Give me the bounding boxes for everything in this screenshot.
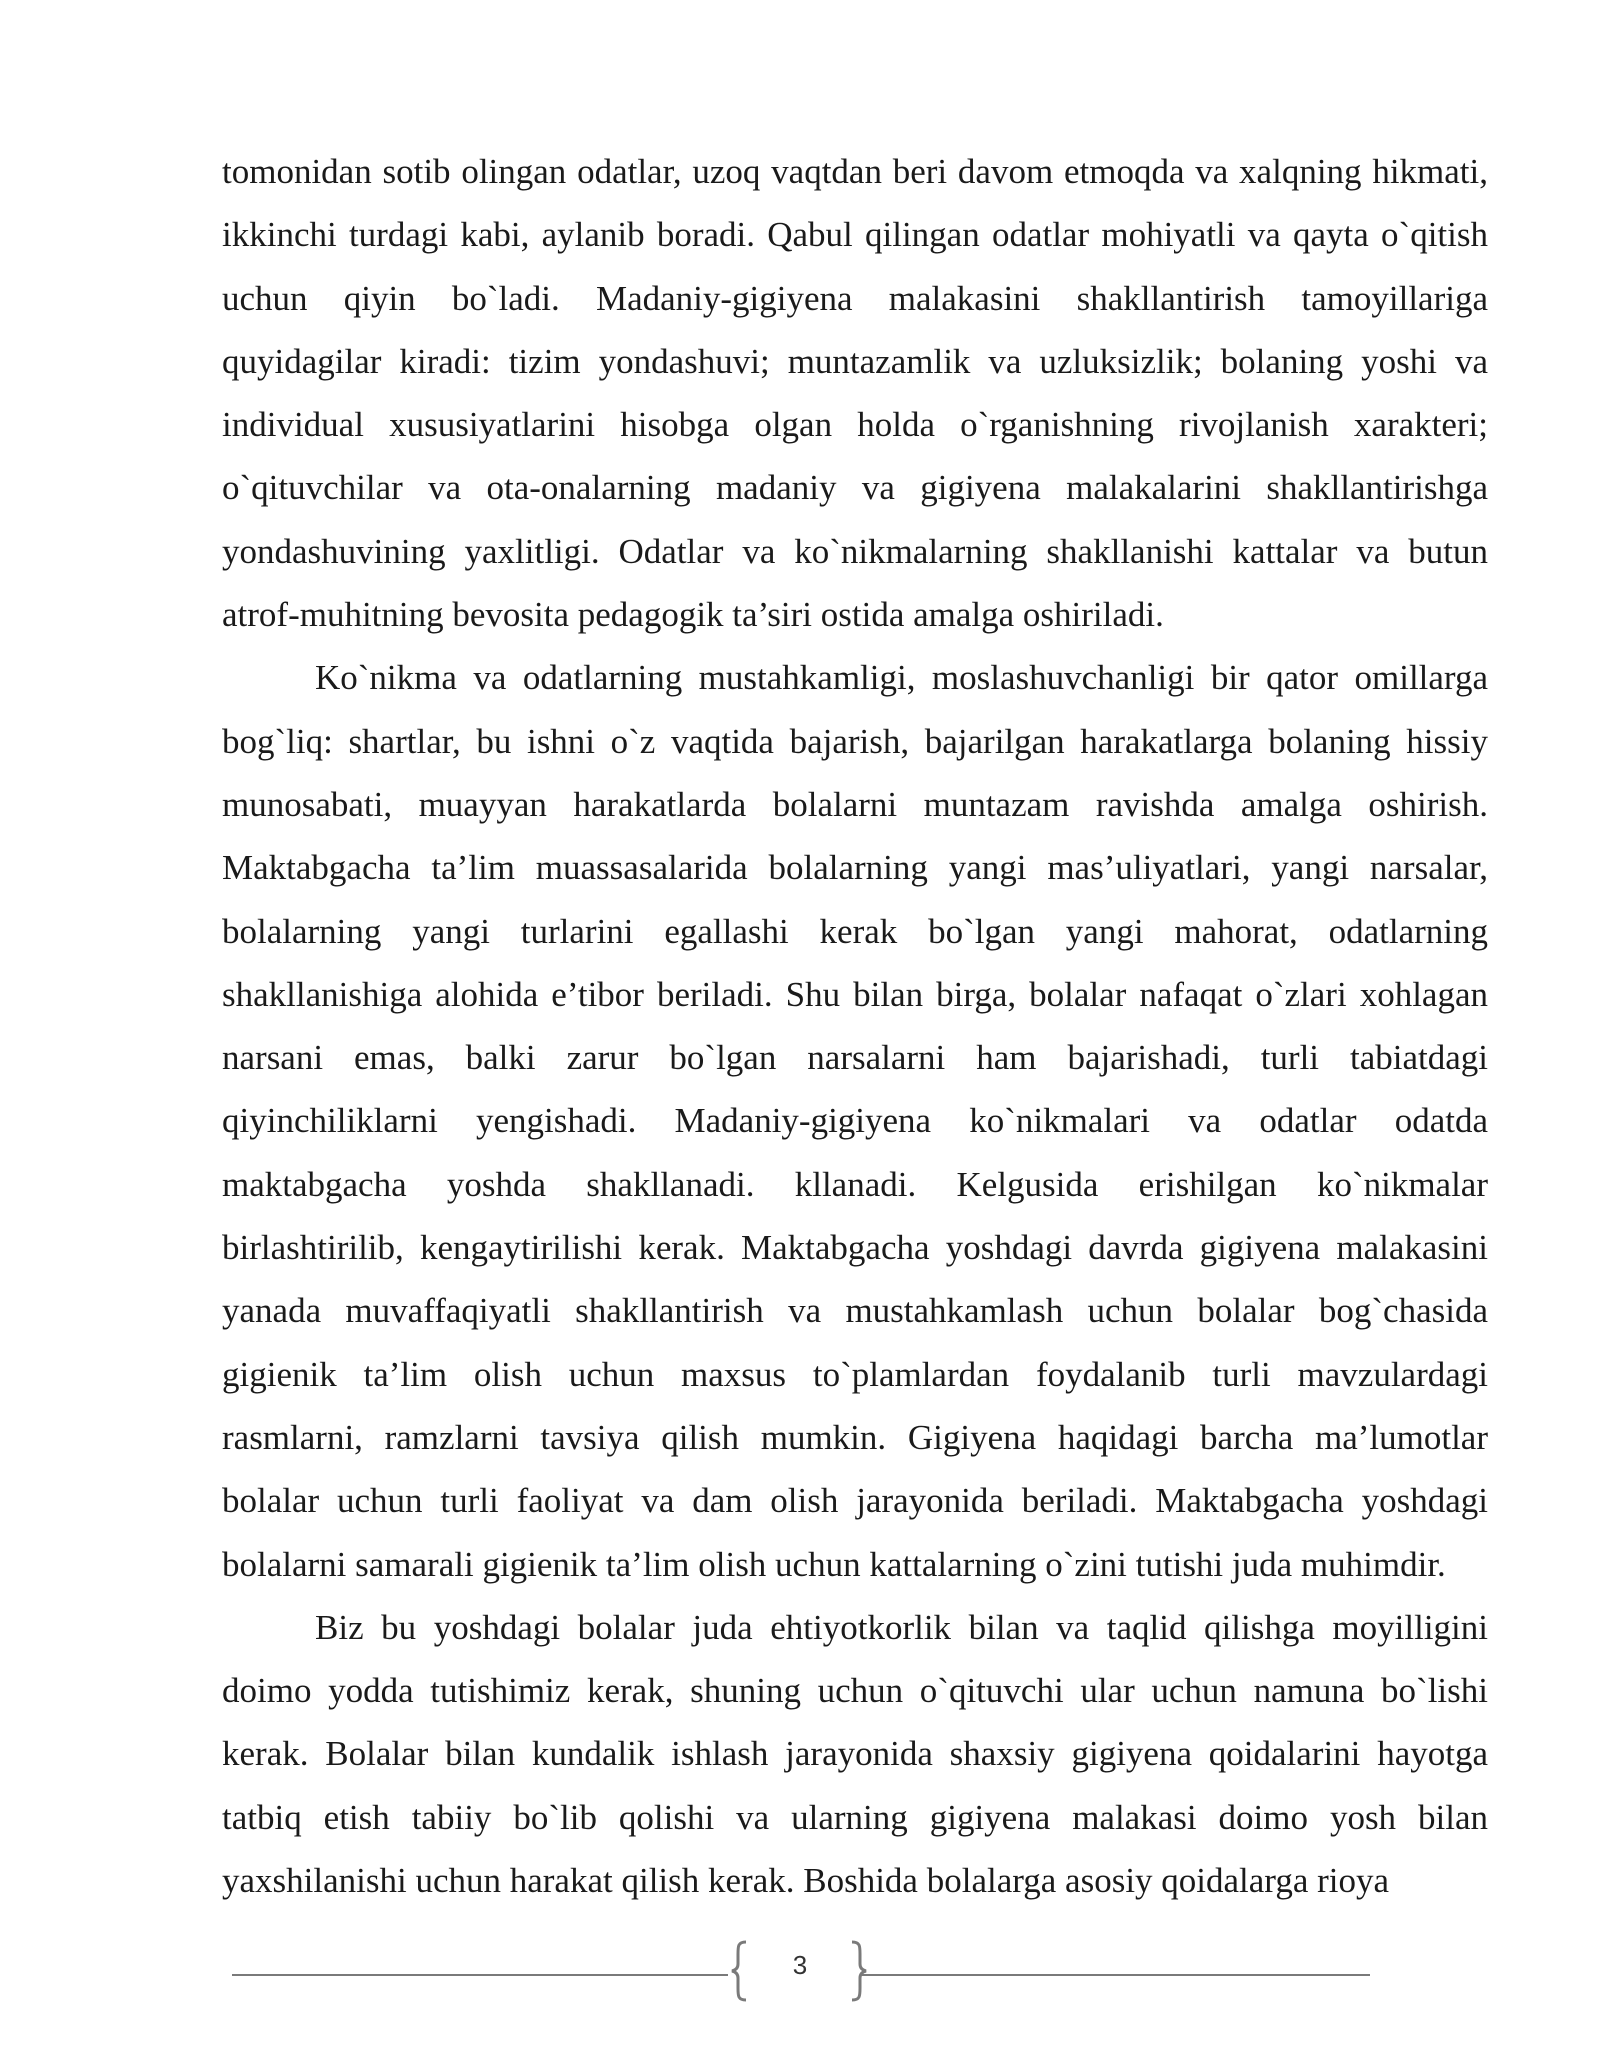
left-bracket-ornament <box>728 1940 752 2002</box>
right-bracket-ornament <box>846 1940 870 2002</box>
footer-rule-right <box>862 1974 1370 1976</box>
page-footer <box>0 1940 1600 2010</box>
footer-rule-left <box>232 1974 728 1976</box>
body-text <box>222 140 1488 1912</box>
paragraph-continuation: tomonidan sotib olingan odatlar, uzoq vaqtdan beri davom etmoqda va xalqning hikmati, ikkinchi turdagi kabi, aylanib boradi. Qabul qilingan odatlar mohiyatli va qayta o`qitish uchun qiyin bo`ladi. Madaniy-gigiyena malakasini shakllantirish tamoyillariga quyidagilar kiradi: tizim yondashuvi; muntazamlik va uzluksizlik; bolaning yoshi va individual xususiyatlarini hisobga olgan holda o`rganishning rivojlanish xarakteri; o`qituvchilar va ota-onalarning madaniy va gigiyena malakalarini shakllantirishga yondashuvining yaxlitligi. Odatlar va ko`nikmalarning shakllanishi kattalar va butun atrof-muhitning bevosita pedagogik ta’siri ostida amalga oshiriladi. <box>222 152 1488 635</box>
paragraph-imitation: Biz bu yoshdagi bolalar juda ehtiyotkorlik bilan va taqlid qilishga moyilligini doimo yodda tutishimiz kerak, shuning uchun o`qituvchi ular uchun namuna bo`lishi kerak. Bolalar bilan kundalik ishlash jarayonida shaxsiy gigiyena qoidalarini hayotga tatbiq etish tabiiy bo`lib qolishi va ularning gigiyena malakasi doimo yosh bilan yaxshilanishi uchun harakat qilish kerak. Boshida bolalarga asosiy qoidalarga rioya <box>222 1607 1488 1901</box>
page-number: 3 <box>792 1950 808 1980</box>
paragraph-skills-habits: Ko`nikma va odatlarning mustahkamligi, moslashuvchanligi bir qator omillarga bog`liq: shartlar, bu ishni o`z vaqtida bajarish, bajarilgan harakatlarga bolaning hissiy munosabati, muayyan harakatlarda bolalarni muntazam ravishda amalga oshirish. Maktabgacha ta’lim muassasalarida bolalarning yangi mas’uliyatlari, yangi narsalar, bolalarning yangi turlarini egallashi kerak bo`lgan yangi mahorat, odatlarning shakllanishiga alohida e’tibor beriladi. Shu bilan birga, bolalar nafaqat o`zlari xohlagan narsani emas, balki zarur bo`lgan narsalarni ham bajarishadi, turli tabiatdagi qiyinchiliklarni yengishadi. Madaniy-gigiyena ko`nikmalari va odatlar odatda maktabgacha yoshda shakllanadi. kllanadi. Kelgusida erishilgan ko`nikmalar birlashtirilib, kengaytirilishi kerak. Maktabgacha yoshdagi davrda gigiyena malakasini yanada muvaffaqiyatli shakllantirish va mustahkamlash uchun bolalar bog`chasida gigienik ta’lim olish uchun maxsus to`plamlardan foydalanib turli mavzulardagi rasmlarni, ramzlarni tavsiya qilish mumkin. Gigiyena haqidagi barcha ma’lumotlar bolalar uchun turli faoliyat va dam olish jarayonida beriladi. Maktabgacha yoshdagi bolalarni samarali gigienik ta’lim olish uchun kattalarning o`zini tutishi juda muhimdir. <box>222 658 1488 1584</box>
